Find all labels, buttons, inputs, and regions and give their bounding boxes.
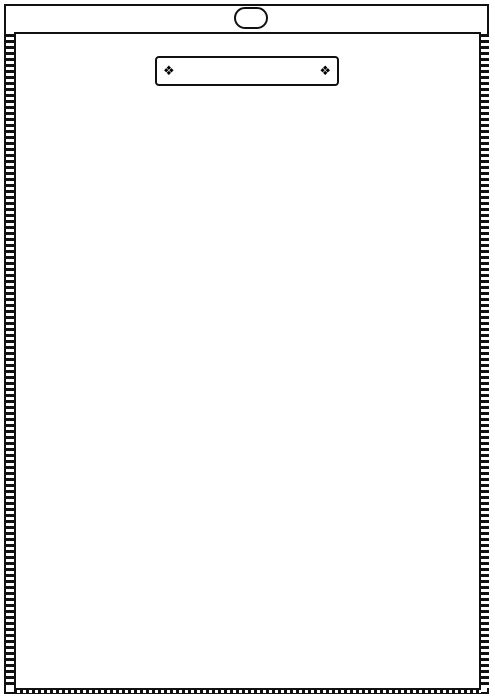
content-frame bbox=[14, 32, 481, 690]
page-number bbox=[234, 7, 268, 29]
right-border-ornament bbox=[481, 34, 489, 688]
left-border-ornament bbox=[6, 34, 14, 688]
ornament-icon: ❖ bbox=[163, 64, 175, 79]
title-banner bbox=[155, 56, 339, 86]
ornament-icon: ❖ bbox=[319, 64, 331, 79]
page-header bbox=[6, 6, 489, 32]
